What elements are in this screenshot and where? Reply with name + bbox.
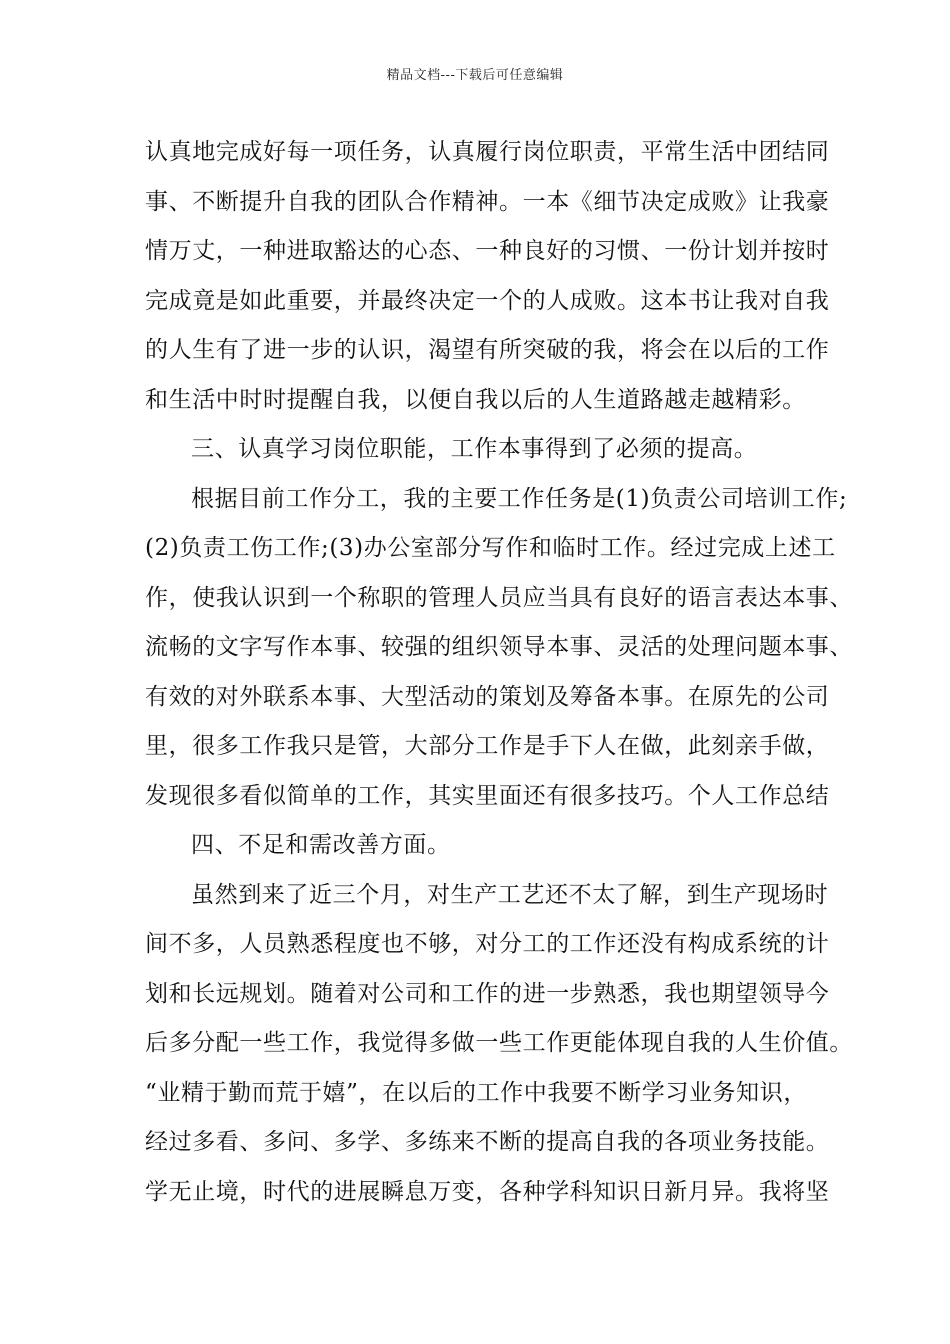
text-line: 作，使我认识到一个称职的管理人员应当具有良好的语言表达本事、 [145, 584, 853, 611]
section-heading: 三、认真学习岗位职能，工作本事得到了必须的提高。 [191, 436, 758, 462]
text-line: 的人生有了进一步的认识，渴望有所突破的我，将会在以后的工作 [145, 337, 830, 363]
text-line: 有效的对外联系本事、大型活动的策划及筹备本事。在原先的公司 [145, 683, 830, 710]
text-line: 事、不断提升自我的团队合作精神。一本《细节决定成败》让我豪 [145, 188, 830, 215]
text-line: 发现很多看似简单的工作，其实里面还有很多技巧。个人工作总结 [145, 782, 830, 809]
text-line: 虽然到来了近三个月，对生产工艺还不太了解，到生产现场时 [191, 881, 829, 908]
text-line: “业精于勤而荒于嬉”，在以后的工作中我要不断学习业务知识， [145, 1079, 807, 1106]
text-line: (2)负责工伤工作;(3)办公室部分写作和临时工作。经过完成上述工 [145, 535, 836, 561]
section-heading: 四、不足和需改善方面。 [191, 832, 451, 858]
text-line: 间不多，人员熟悉程度也不够，对分工的工作还没有构成系统的计 [145, 931, 830, 957]
text-line: 学无止境，时代的进展瞬息万变，各种学科知识日新月异。我将坚 [145, 1178, 830, 1205]
text-line: 里，很多工作我只是管，大部分工作是手下人在做，此刻亲手做， [145, 733, 830, 759]
text-line: 根据目前工作分工，我的主要工作任务是(1)负责公司培训工作; [191, 485, 848, 512]
text-line: 流畅的文字写作本事、较强的组织领导本事、灵活的处理问题本事、 [145, 634, 853, 660]
document-body [145, 132, 853, 1221]
text-line: 认真地完成好每一项任务，认真履行岗位职责，平常生活中团结同 [145, 139, 830, 165]
text-line: 完成竟是如此重要，并最终决定一个的人成败。这本书让我对自我 [145, 287, 830, 314]
text-line: 情万丈，一种进取豁达的心态、一种良好的习惯、一份计划并按时 [145, 238, 830, 264]
text-line: 和生活中时时提醒自我，以便自我以后的人生道路越走越精彩。 [145, 386, 806, 413]
text-line: 后多分配一些工作，我觉得多做一些工作更能体现自我的人生价值。 [145, 1030, 853, 1056]
text-line: 划和长远规划。随着对公司和工作的进一步熟悉，我也期望领导今 [145, 980, 830, 1007]
text-line: 经过多看、多问、多学、多练来不断的提高自我的各项业务技能。 [145, 1129, 830, 1155]
page-header: 精品文档---下载后可任意编辑 [386, 68, 564, 83]
